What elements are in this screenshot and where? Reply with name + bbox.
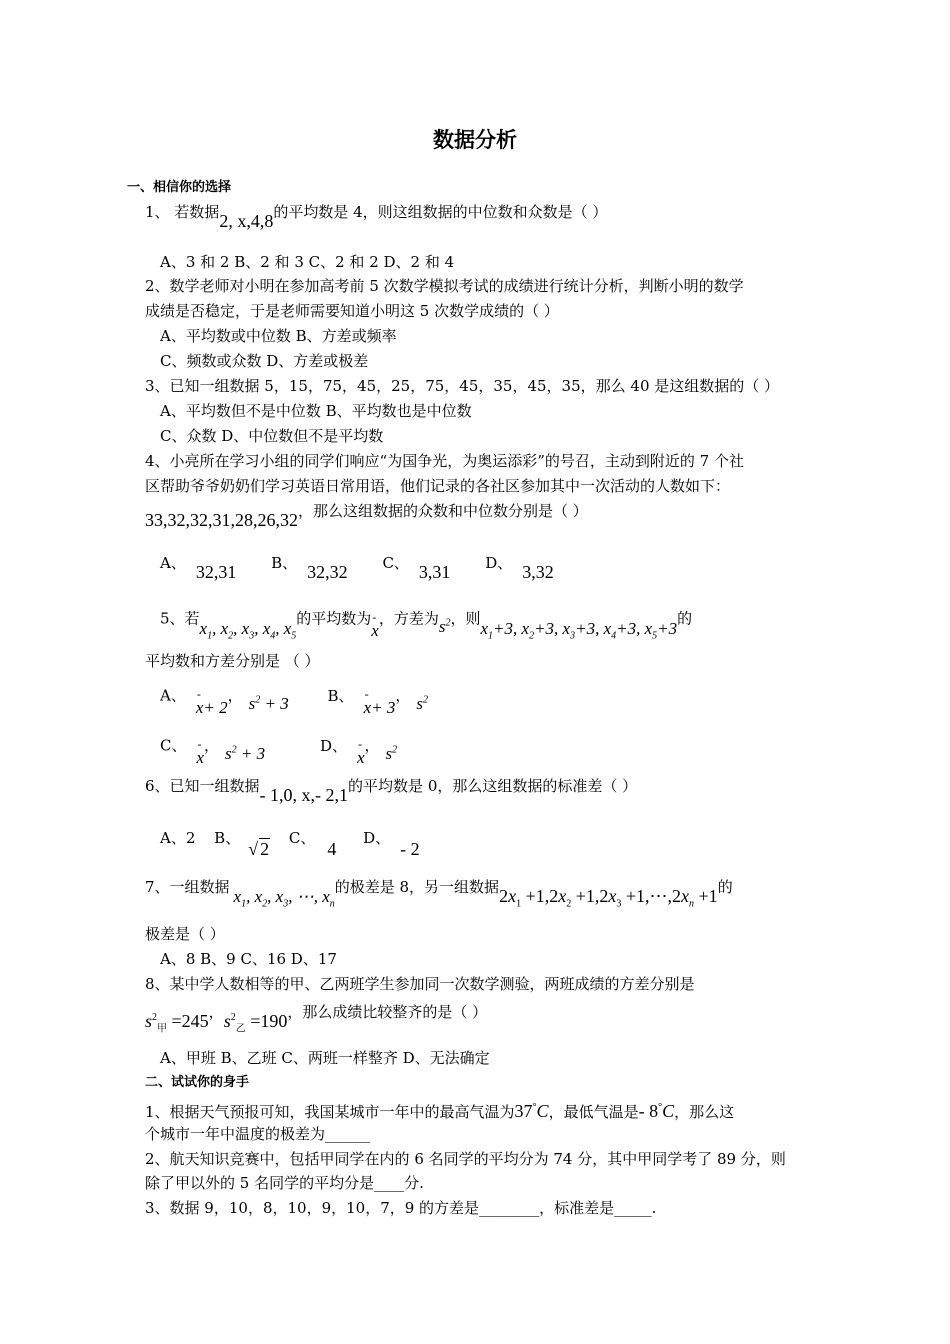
q6-option-a: A、2 <box>160 829 196 847</box>
q6-text-b: 的平均数是 0，那么这组数据的标准差（ ） <box>348 777 638 795</box>
q4-line2: 区帮助爷爷奶奶们学习英语日常用语，他们记录的各社区参加其中一次活动的人数如下： <box>145 477 731 495</box>
q6-option-d-value: - 2 <box>400 839 420 859</box>
q7-set-x: $x_1$, $x_2$, $x_3$, ⋯, $x_n$ <box>233 887 335 910</box>
q8-line2-text: ，那么成绩比较整齐的是（ ） <box>287 1003 488 1021</box>
section-heading-1: 一、相信你的选择 <box>127 180 232 195</box>
q5-option-c-label: C、 <box>160 736 187 755</box>
q6-options <box>160 826 420 859</box>
p1-text-b: ，最低气温是 <box>548 1103 639 1121</box>
q8-variance-b-value: =190 <box>250 1011 288 1031</box>
q5-text-e: 的 <box>677 609 693 628</box>
p1-low-value: - 8 <box>638 1101 659 1121</box>
q6-option-d-label: D、 <box>363 829 391 847</box>
q1-stem-b: 的平均数是 4，则这组数据的中位数和众数是（ ） <box>273 203 608 221</box>
p1-line2-text: 个城市一年中温度的极差为 <box>145 1125 326 1143</box>
q7-set-transformed: $2x_1 +1,2x_2 +1,2x_3$ $+1,\cdots,2x_n +1$ <box>499 886 718 910</box>
q2-line1: 2、数学老师对小明在参加高考前 5 次数学模拟考试的成绩进行统计分析，判断小明的数学 <box>145 277 744 295</box>
q6-option-c-value: 4 <box>327 839 337 859</box>
q4-option-a-value: 32,31 <box>195 562 237 582</box>
question-7 <box>145 876 733 910</box>
q5-line2: 平均数和方差分别是 （ ） <box>145 652 320 670</box>
section-heading-2: 二、试试你的身手 <box>145 1075 250 1090</box>
q1-stem-a: 1、 若数据 <box>145 203 220 221</box>
q2-option-row-1: A、平均数或中位数 B、方差或频率 <box>160 327 397 345</box>
q7-line2: 极差是（ ） <box>145 925 225 943</box>
q8-options: A、甲班 B、乙班 C、两班一样整齐 D、无法确定 <box>160 1049 490 1067</box>
q5-options-row-2 <box>160 732 398 767</box>
q5-set-x: $x_1$, $x_2$, $x_3$, $x_4$, $x_5$ <box>199 618 297 642</box>
q5-comma: ， <box>227 686 243 705</box>
q7-text-a: 7、一组数据 <box>145 878 230 896</box>
q5-text-b: 的平均数为 <box>296 609 372 628</box>
p1-high-temp: 37°C <box>514 1101 549 1121</box>
p3-text-b: ，标准差是 <box>539 1199 615 1217</box>
q3-option-row-2: C、众数 D、中位数但不是平均数 <box>160 427 384 445</box>
q4-line3 <box>145 500 588 530</box>
p1-text-a: 1、根据天气预报可知，我国某城市一年中的最高气温为 <box>145 1103 515 1121</box>
q5-option-b-variance: $s^2$ <box>416 693 428 713</box>
q2-line2: 成绩是否稳定，于是老师需要知道小明这 5 次数学成绩的（ ） <box>145 302 559 320</box>
q7-text-b: 的极差是 8，另一组数据 <box>334 878 500 896</box>
q5-option-d-variance: $s^2$ <box>385 743 398 763</box>
q5-option-b-label: B、 <box>327 686 354 705</box>
q8-variance-a: $s^2_甲 =245$ <box>145 1011 209 1035</box>
part2-q2-line2 <box>145 1173 424 1193</box>
part2-q2-line1: 2、航天知识竞赛中，包括甲同学在内的 6 名同学的平均分为 74 分，其中甲同学考了 89 分，则 <box>145 1150 786 1168</box>
q8-line1: 8、某中学人数相等的甲、乙两班学生参加同一次数学测验，两班成绩的方差分别是 <box>145 975 695 993</box>
p1-text-c: ，那么这 <box>674 1103 735 1121</box>
q5-mean-symbol: - x <box>371 621 379 641</box>
q8-variance-b-label: 乙 <box>235 1023 246 1035</box>
question-1 <box>145 201 608 231</box>
q7-options: A、8 B、9 C、16 D、17 <box>160 950 337 968</box>
q2-option-row-2: C、频数或众数 D、方差或极差 <box>160 352 369 370</box>
q5-option-d-label: D、 <box>319 736 347 755</box>
q4-option-b-value: 32,32 <box>307 562 348 582</box>
q4-data: 33,32,32,31,28,26,32 <box>145 510 298 530</box>
q8-variance-a-label: 甲 <box>157 1023 168 1035</box>
q5-comma: ， <box>395 686 411 705</box>
q8-comma: ， <box>208 1003 224 1021</box>
q5-variance-symbol: $s^2$ <box>438 616 451 636</box>
q6-math: - 1,0, x,- 2,1 <box>259 785 349 805</box>
p3-variance-blank[interactable]: ________ <box>479 1199 540 1217</box>
q5-option-a-variance: $s^2 + 3$ <box>248 693 289 713</box>
q1-math: 2, x,4,8 <box>219 211 274 231</box>
q5-options-row-1 <box>160 682 428 717</box>
p2-line2-suffix: 分. <box>404 1174 424 1192</box>
q4-option-d-value: 3,32 <box>522 562 554 582</box>
q5-option-d-value: - x <box>357 748 365 768</box>
q6-option-b-label: B、 <box>214 829 241 847</box>
p1-answer-blank[interactable]: ______ <box>325 1125 371 1143</box>
q5-comma: ， <box>204 736 220 755</box>
q7-text-c: 的 <box>717 878 733 896</box>
p3-text-c: . <box>651 1199 657 1217</box>
q5-comma: ， <box>364 736 380 755</box>
q3-line1: 3、已知一组数据 5，15，75，45，25，75，45，35，45，35，那么 40 是这组数据的（ ） <box>145 377 780 395</box>
q8-variance-a-value: =245 <box>171 1011 209 1031</box>
p1-low-temp: - 8°C <box>638 1101 675 1121</box>
part2-q3 <box>145 1198 656 1218</box>
q6-text-a: 6、已知一组数据 <box>145 777 260 795</box>
p2-line2-text: 除了甲以外的 5 名同学的平均分是 <box>145 1174 375 1192</box>
q8-variance-b: $s^2_乙 =190$ <box>223 1011 288 1035</box>
q4-option-d-label: D、 <box>485 554 513 572</box>
q5-text-a: 5、若 <box>160 609 200 628</box>
q8-line2 <box>145 998 488 1035</box>
q5-option-c-value: - x <box>196 748 204 768</box>
q4-option-a-label: A、 <box>160 554 186 572</box>
q4-option-b-label: B、 <box>271 554 298 572</box>
q4-option-c-value: 3,31 <box>418 562 451 582</box>
q5-option-a-label: A、 <box>160 686 186 705</box>
q5-text-c: ，方差为 <box>378 609 439 628</box>
q6-option-c-label: C、 <box>288 829 316 847</box>
q5-option-c-variance: $s^2 + 3$ <box>225 743 266 763</box>
part2-q1-line2 <box>145 1124 370 1144</box>
question-6 <box>145 775 638 805</box>
q1-options: A、3 和 2 B、2 和 3 C、2 和 2 D、2 和 4 <box>160 253 455 271</box>
q3-option-row-1: A、平均数但不是中位数 B、平均数也是中位数 <box>160 402 472 420</box>
q4-line3-text: ，那么这组数据的众数和中位数分别是（ ） <box>298 502 588 520</box>
p3-text-a: 3、数据 9，10，8，10，9，10，7，9 的方差是 <box>145 1199 480 1217</box>
q6-option-b-value: √ 2 <box>248 839 270 859</box>
p1-high-value: 37 <box>514 1101 533 1121</box>
q4-line1: 4、小亮所在学习小组的同学们响应“为国争光，为奥运添彩”的号召，主动到附近的 7 个社 <box>145 452 744 470</box>
p3-std-blank[interactable]: _____ <box>614 1199 652 1217</box>
question-5 <box>160 605 693 642</box>
q4-option-c-label: C、 <box>382 554 409 572</box>
page-title: 数据分析 <box>433 128 517 152</box>
part2-q1-line1 <box>145 1098 734 1122</box>
q5-text-d: ，则 <box>450 609 481 628</box>
q4-options <box>160 552 554 582</box>
p2-answer-blank[interactable]: ____ <box>374 1174 405 1192</box>
q5-option-a-value: - x+ 2 <box>196 698 228 718</box>
q5-option-b-value: - x+ 3 <box>364 698 396 718</box>
q5-set-shifted: $x_1+3$, $x_2+3$, $x_3+3$, $x_4+3$, $x_5+3$ <box>480 618 678 642</box>
